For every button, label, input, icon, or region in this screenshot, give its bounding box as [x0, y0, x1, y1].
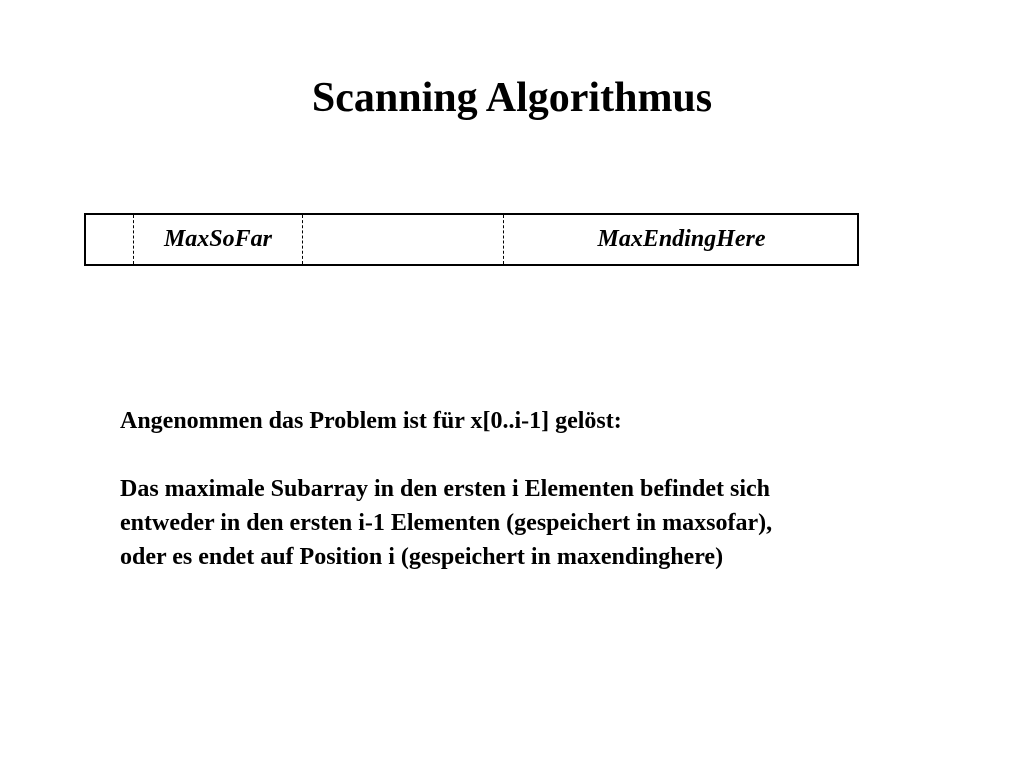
- paragraph-gap: [120, 438, 980, 472]
- explanation-line: entweder in den ersten i-1 Elementen (gespeichert in maxsofar),: [120, 510, 773, 536]
- explanation-line: Angenommen das Problem ist für x[0..i-1] gelöst:: [120, 408, 622, 434]
- array-diagram: [84, 213, 859, 266]
- explanation-line: oder es endet auf Position i (gespeichert in maxendinghere): [120, 544, 724, 570]
- explanation-text: [120, 404, 980, 574]
- slide-title: Scanning Algorithmus: [311, 75, 713, 121]
- array-divider-dashed: [302, 215, 303, 264]
- maxendinghere-label: MaxEndingHere: [597, 226, 766, 252]
- explanation-line: Das maximale Subarray in den ersten i Elementen befindet sich: [120, 476, 770, 502]
- maxsofar-label: MaxSoFar: [163, 226, 273, 252]
